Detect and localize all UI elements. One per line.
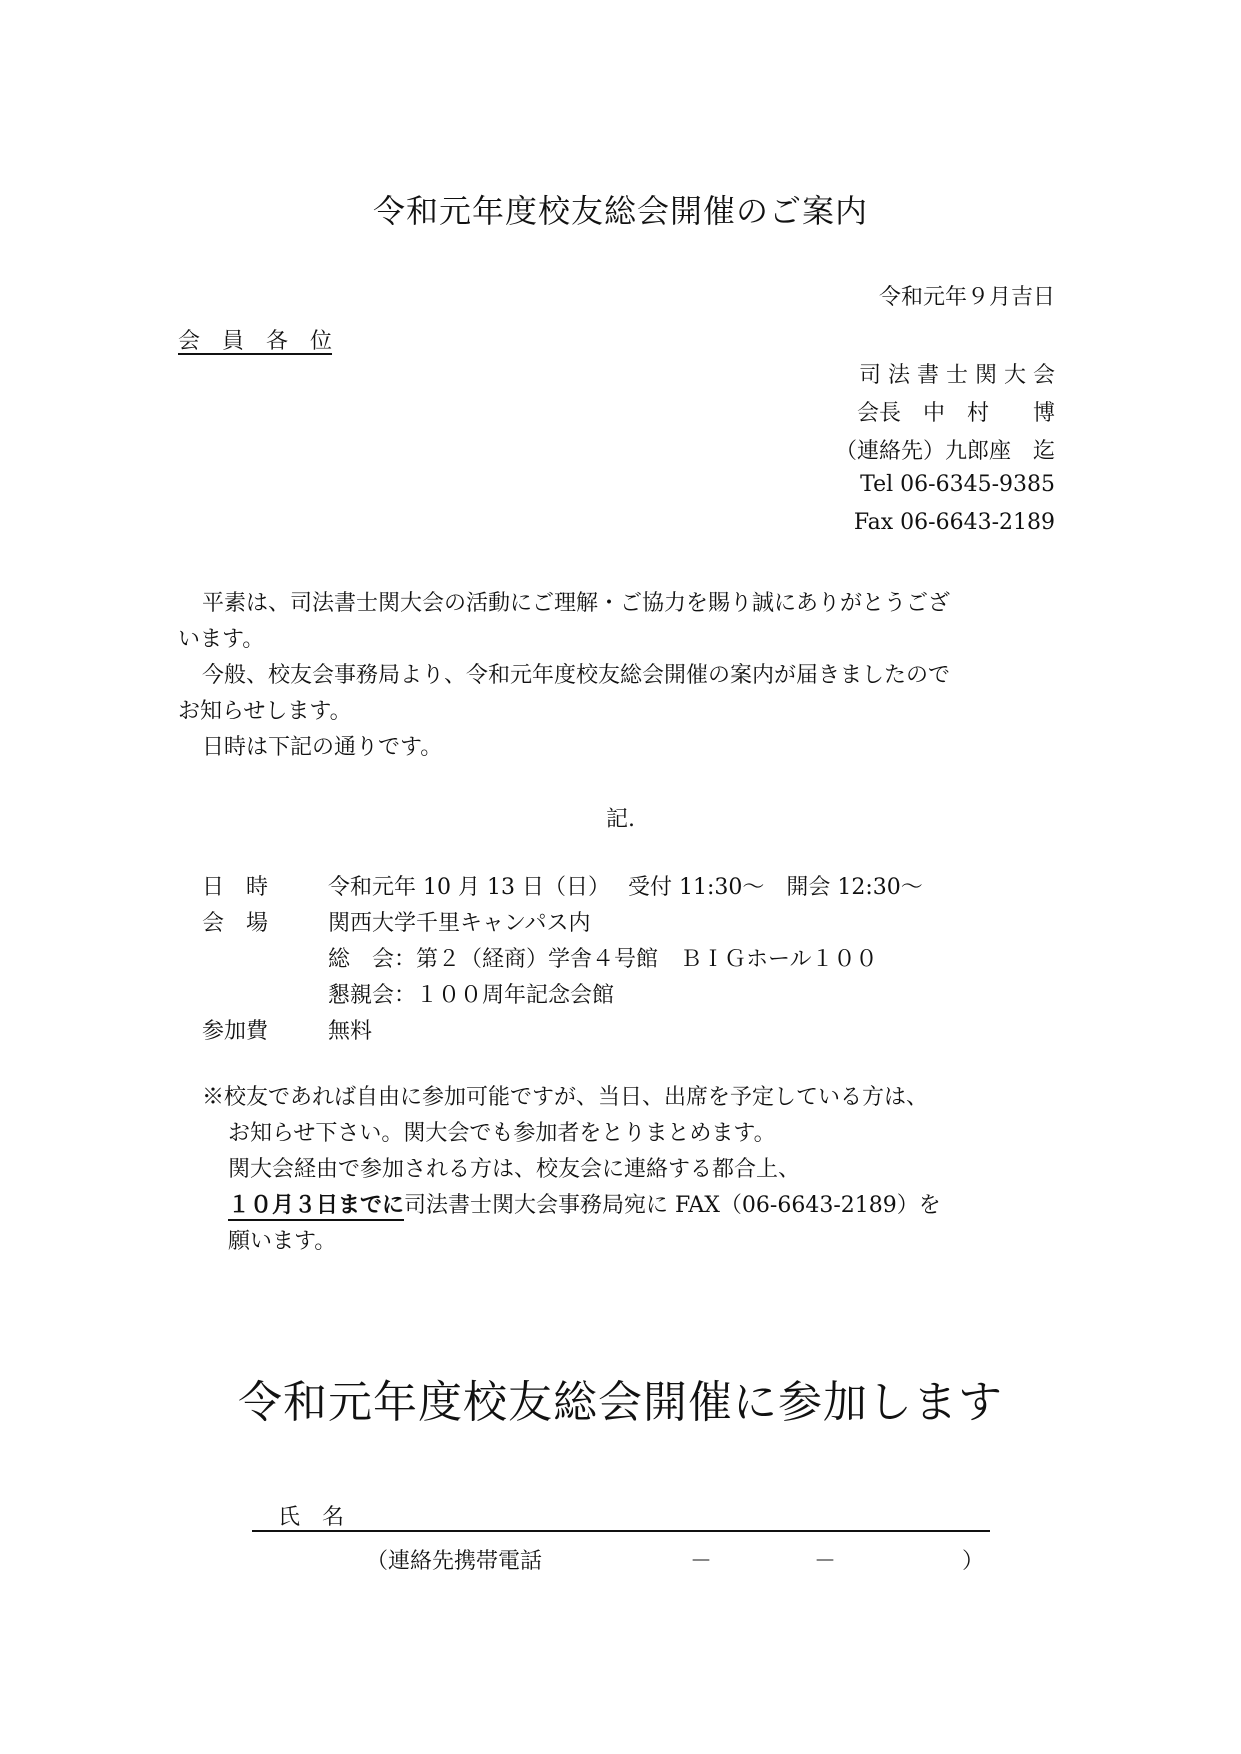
phone-close-paren: ） [962,1549,985,1574]
record-heading: 記. [606,807,635,832]
note-line5: 願います。 [228,1229,337,1254]
datetime-value: 令和元年 10 月 13 日（日） 受付 11:30～ 開会 12:30～ [328,875,923,900]
sender-fax: Fax 06-6643-2189 [853,510,1055,535]
name-label: 氏 名 [278,1505,345,1530]
body-p3: 日時は下記の通りです。 [202,735,443,760]
body-p1-line2: います。 [178,627,265,652]
phone-dash-2: － [814,1549,837,1574]
sender-president: 会長 中 村 博 [856,401,1055,426]
deadline-emphasis: １０月３日までに [228,1193,404,1221]
issue-date: 令和元年９月吉日 [878,285,1055,310]
body-p1-line1: 平素は、司法書士関大会の活動にご理解・ご協力を賜り誠にありがとうござ [202,591,951,616]
form-title: 令和元年度校友総会開催に参加します [238,1377,1003,1428]
note-line4-rest: 司法書士関大会事務局宛に FAX（06-6643-2189）を [404,1193,941,1218]
sender-contact: （連絡先）九郎座 迄 [834,439,1055,464]
name-underline [252,1530,990,1532]
note-line4 [228,1188,941,1219]
page-title: 令和元年度校友総会開催のご案内 [372,192,868,230]
note-line1: ※校友であれば自由に参加可能ですが、当日、出席を予定している方は、 [202,1085,929,1110]
venue-party: 懇親会：１００周年記念会館 [328,983,615,1008]
fee-value: 無料 [328,1019,373,1044]
body-p2-line1: 今般、校友会事務局より、令和元年度校友総会開催の案内が届きましたので [202,663,951,688]
phone-dash-1: － [690,1549,713,1574]
phone-label: （連絡先携帯電話 [366,1549,543,1574]
body-p2-line2: お知らせします。 [178,699,352,724]
fee-label: 参加費 [202,1019,269,1044]
sender-org: 司 法 書 士 関 大 会 [859,363,1055,388]
addressee: 会 員 各 位 [178,329,333,354]
venue-label: 会 場 [202,911,269,936]
venue-general: 総 会：第２（経商）学舎４号館 ＢＩＧホール１００ [328,947,878,972]
sender-tel: Tel 06-6345-9385 [860,472,1055,497]
datetime-label: 日 時 [202,875,269,900]
note-line3: 関大会経由で参加される方は、校友会に連絡する都合上、 [228,1157,801,1182]
note-line2: お知らせ下さい。関大会でも参加者をとりまとめます。 [228,1121,776,1146]
venue-value: 関西大学千里キャンパス内 [328,911,591,936]
